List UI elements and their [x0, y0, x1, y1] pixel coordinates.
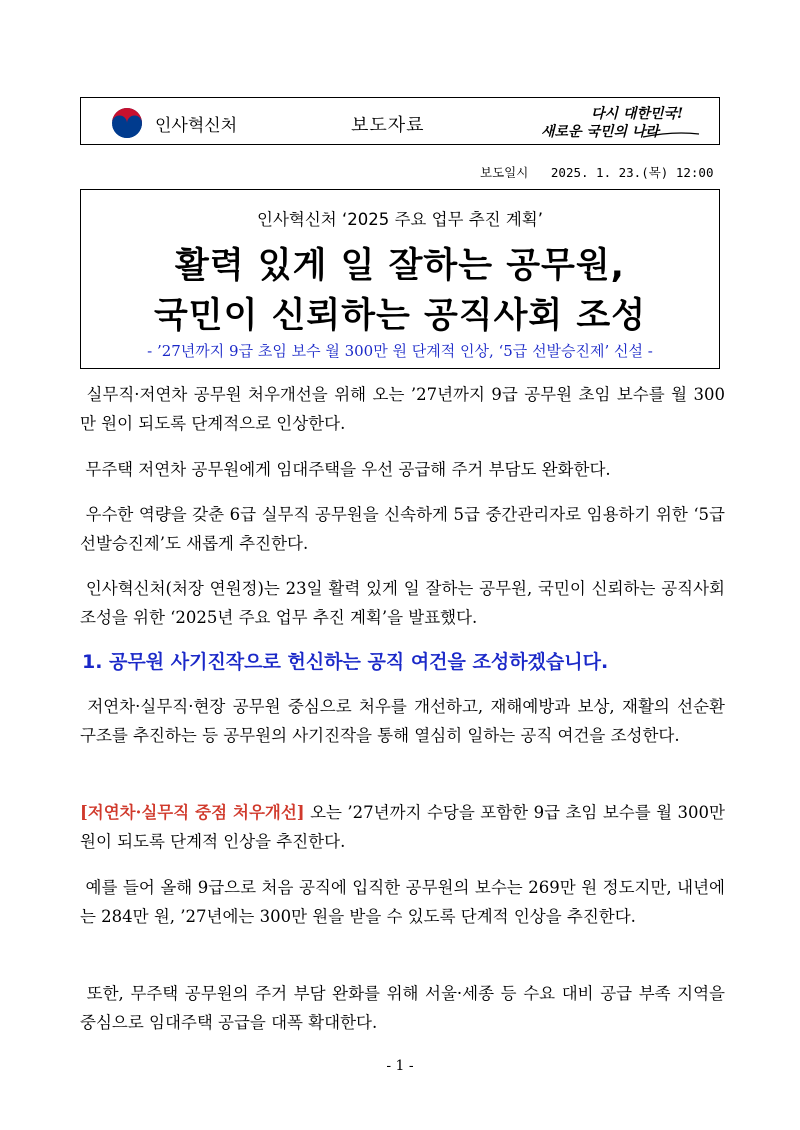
paragraph-2: 무주택 저연차 공무원에게 임대주택을 우선 공급해 주거 부담도 완화한다. [85, 460, 611, 479]
svg-text:새로운 국민의 나라: 새로운 국민의 나라 [541, 124, 659, 140]
paragraph-1: 실무직·저연차 공무원 처우개선을 위해 오는 ’27년까지 9급 공무원 초임 보수를 월 300만 원이 되도록 단계적으로 인상한다. [80, 385, 725, 433]
header-box [80, 97, 720, 145]
org-name: 인사혁신처 [155, 116, 238, 136]
paragraph-8: 또한, 무주택 공무원의 주거 부담 완화를 위해 서울·세종 등 수요 대비 공급 부족 지역을 중심으로 임대주택 공급을 대폭 확대한다. [80, 984, 725, 1032]
headline-line-2: 국민이 신뢰하는 공직사회 조성 [153, 296, 647, 336]
topic-tag: [저연차·실무직 중점 처우개선] [80, 803, 305, 822]
paragraph-3: 우수한 역량을 갖춘 6급 실무직 공무원을 신속하게 5급 중간관리자로 임용하기 위한 ‘5급 선발승진제’도 새롭게 추진한다. [80, 505, 725, 553]
paragraph-5: 저연차·실무직·현장 공무원 중심으로 처우를 개선하고, 재해예방과 보상, 재활의 선순환 구조를 추진하는 등 공무원의 사기진작을 통해 열심히 일하는 공직 여건을 조성한다. [80, 697, 725, 745]
headline-line-1: 활력 있게 일 잘하는 공무원, [175, 246, 625, 286]
doc-type: 보도자료 [351, 115, 425, 136]
page-number: - 1 - [386, 1058, 414, 1074]
release-datetime [480, 163, 713, 181]
section-heading-1: 1. 공무원 사기진작으로 헌신하는 공직 여건을 조성하겠습니다. [82, 651, 609, 673]
title-subline: - ’27년까지 9급 초임 보수 월 300만 원 단계적 인상, ‘5급 선발승진제’ 신설 - [147, 342, 653, 360]
title-kicker: 인사혁신처 ‘2025 주요 업무 추진 계획’ [257, 210, 543, 229]
title-box [80, 189, 720, 369]
release-value: 2025. 1. 23.(목) 12:00 [550, 165, 714, 180]
slogan-handwriting [533, 101, 703, 143]
government-logo-icon [111, 107, 143, 139]
release-label: 보도일시 [480, 165, 529, 180]
paragraph-6: [저연차·실무직 중점 처우개선] 오는 ’27년까지 수당을 포함한 9급 초임 보수를 월 300만 원이 되도록 단계적 인상을 추진한다. [80, 803, 725, 851]
paragraph-4: 인사혁신처(처장 연원정)는 23일 활력 있게 일 잘하는 공무원, 국민이 신뢰하는 공직사회 조성을 위한 ‘2025년 주요 업무 추진 계획’을 발표했다. [80, 579, 725, 627]
svg-text:다시 대한민국!: 다시 대한민국! [591, 106, 684, 122]
paragraph-7: 예를 들어 올해 9급으로 처음 공직에 입직한 공무원의 보수는 269만 원 정도지만, 내년에는 284만 원, ’27년에는 300만 원을 받을 수 있도록 단계적 인상을 추진한다. [80, 878, 725, 926]
